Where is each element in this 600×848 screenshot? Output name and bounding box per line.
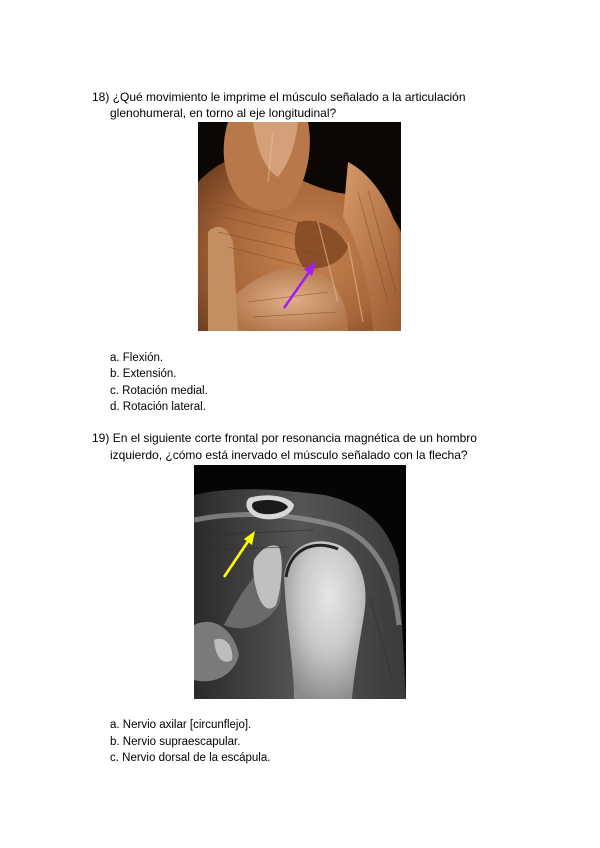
question-18-text-line-2: glenohumeral, en torno al eje longitudinal? bbox=[110, 106, 337, 120]
question-19-option-b: b. Nervio supraescapular. bbox=[110, 736, 241, 748]
question-19-line-1 bbox=[92, 430, 477, 446]
question-18-option-b: b. Extensión. bbox=[110, 368, 177, 380]
dissection-image bbox=[198, 122, 401, 331]
question-18-option-c: c. Rotación medial. bbox=[110, 385, 208, 397]
question-18-text-line-1: ¿Qué movimiento le imprime el músculo señalado a la articulación bbox=[112, 90, 466, 104]
question-19-option-a: a. Nervio axilar [circunflejo]. bbox=[110, 719, 252, 731]
question-19-text-line-2: izquierdo, ¿cómo está inervado el músculo señalado con la flecha? bbox=[110, 448, 468, 462]
question-18-number: 18) bbox=[92, 90, 110, 104]
question-18-line-1 bbox=[92, 89, 466, 105]
question-19-option-c: c. Nervio dorsal de la escápula. bbox=[110, 752, 271, 764]
question-18-option-d: d. Rotación lateral. bbox=[110, 401, 206, 413]
question-19-text-line-1: En el siguiente corte frontal por resonancia magnética de un hombro bbox=[112, 431, 477, 445]
question-18-option-a: a. Flexión. bbox=[110, 352, 164, 364]
mri-image bbox=[194, 465, 406, 699]
question-19-number: 19) bbox=[92, 431, 110, 445]
